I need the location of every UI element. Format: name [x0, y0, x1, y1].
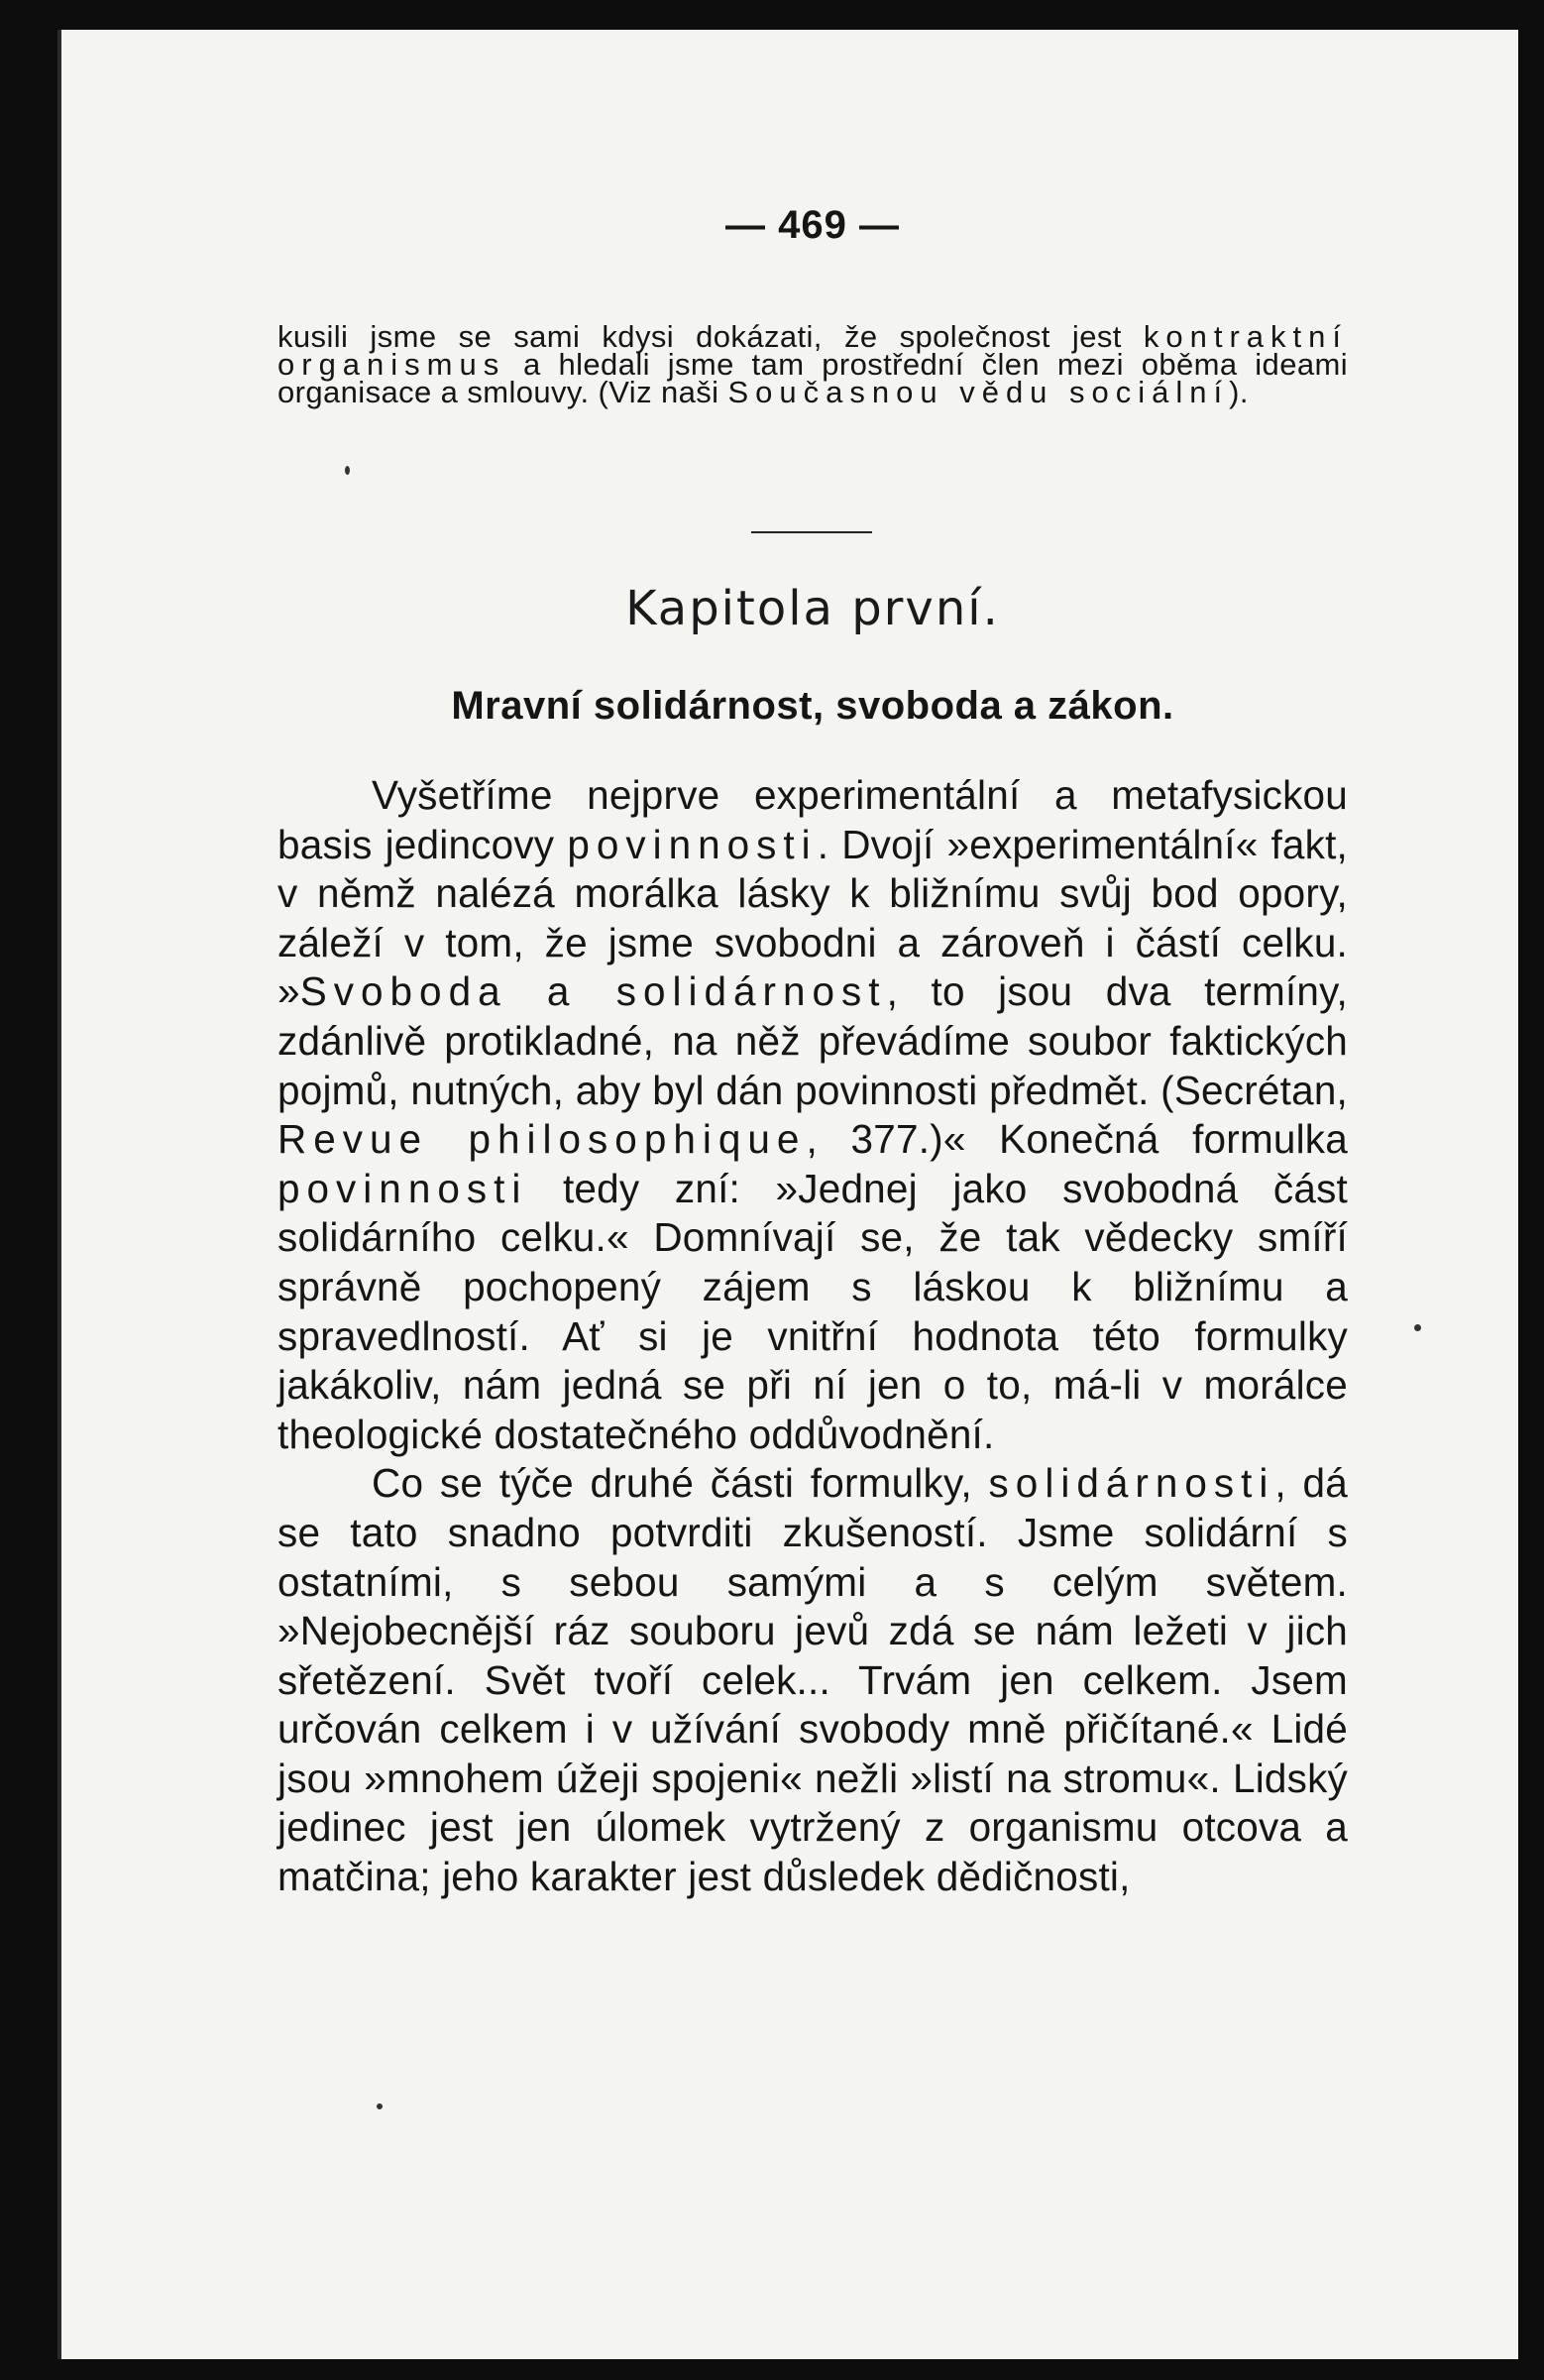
- book-page: [57, 30, 1518, 2359]
- chapter-heading: Kapitola první.: [625, 581, 1000, 636]
- paragraph-1: Vyšetříme nejprve experimentální a metafysickou basis jedincovy povinnosti. Dvojí »experimentální« fakt, v němž nalézá morálka lásky k bližnímu svůj bod opory, záleží v tom, že jsme svobodni a zároveň i částí celku. »Svoboda a solidárnost, to jsou dva termíny, zdánlivě protikladné, na něž převádíme soubor faktických pojmů, nutných, aby byl dán povinnosti předmět. (Secrétan, Revue philosophique, 377.)« Konečná formulka povinnosti tedy zní: »Jednej jako svobodná část solidárního celku.« Domnívají se, že tak vědecky smíří správně pochopený zájem s láskou k bližnímu a spravedlností. Ať si je vnitřní hodnota této formulky jakákoliv, nám jedná se při ní jen o to, má-li v morálce theologické dostatečného oddůvodnění.: [277, 772, 1348, 1457]
- page-number: — 469 —: [725, 203, 900, 247]
- chapter-subtitle: Mravní solidárnost, svoboda a zákon.: [451, 684, 1174, 728]
- emphasis-text: kontraktní organismus: [277, 319, 1348, 382]
- scan-speck: [1414, 1324, 1421, 1331]
- paragraph-2: Co se týče druhé části formulky, solidárnosti, dá se tato snadno potvrditi zkušeností. Jsme solidární s ostatními, s sebou samými a s celým světem. »Nejobecnější ráz souboru jevů zdá se nám ležeti v jich sřetězení. Svět tvoří celek... Trvám jen celkem. Jsem určován celkem i v užívání svobody mně přičítané.« Lidé jsou »mnohem úžeji spojeni« nežli »listí na stromu«. Lidský jedinec jest jen úlomek vytržený z organismu otcova a matčina; jeho karakter jest důsledek dědičnosti,: [277, 1460, 1349, 1900]
- section-divider: [751, 531, 872, 533]
- body-text: [277, 771, 1348, 1902]
- emphasis-text: Současnou vědu sociální: [727, 375, 1230, 409]
- scan-speck: [345, 466, 350, 475]
- intro-paragraph: kusili jsme se sami kdysi dokázati, že společnost jest kontraktní organismus a hledali jsme tam prostřední člen mezi oběma ideami organisace a smlouvy. (Viz naši Současnou vědu sociální).: [277, 319, 1348, 409]
- scan-speck: [377, 2103, 383, 2109]
